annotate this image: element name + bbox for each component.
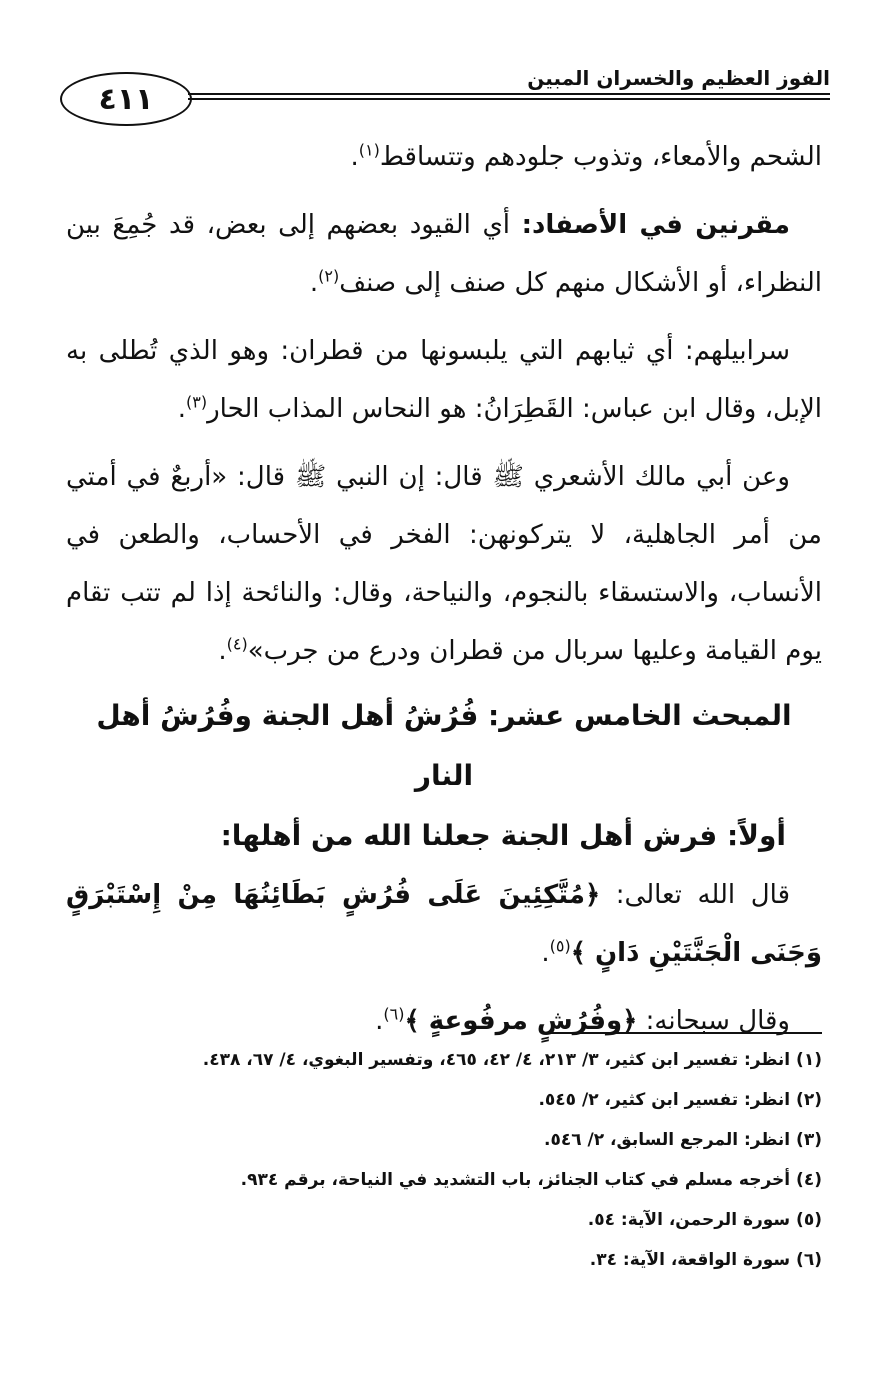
footnote-2: (٢) انظر: تفسير ابن كثير، ٢/ ٥٤٥. [538, 1090, 822, 1110]
paragraph-2: مقرنين في الأصفاد: أي القيود بعضهم إلى بعض، قد جُمِعَ بين النظراء، أو الأشكال منهم كل صنف إلى صنف$^{(٢)}$. [66, 210, 822, 298]
paragraph-text: وقال سبحانه: [637, 1006, 790, 1036]
section-heading: المبحث الخامس عشر: فُرُشُ أهل الجنة وفُرُشُ أهل النار [96, 699, 792, 792]
running-title: الفوز العظيم والخسران المبين [521, 66, 830, 90]
header-rule [188, 98, 830, 100]
footnote-ref[interactable]: (٣) [186, 392, 208, 412]
subsection-heading: أولاً: فرش أهل الجنة جعلنا الله من أهلها: [220, 819, 786, 852]
footnotes [66, 1040, 822, 1280]
paragraph-5: قال الله تعالى: ﴿مُتَّكِئِينَ عَلَى فُرُشٍ بَطَائِنُهَا مِنْ إِسْتَبْرَقٍ وَجَنَى الْجَنَّتَيْنِ دَانٍ ﴾$^{(٥)}$. [66, 880, 822, 968]
footnote-ref[interactable]: (٥) [549, 936, 571, 956]
footnote-ref[interactable]: (١) [358, 140, 380, 160]
hadith-text: وعن أبي مالك الأشعري ﷺ قال: إن النبي ﷺ قال: «أربعٌ في أمتي من أمر الجاهلية، لا يتركونهن: الفخر في الأحساب، والطعن في الأنساب، والاستسقاء بالنجوم، والنياحة، وقال: والنائحة إذا لم تتب تقام يوم القيامة وعليها سربال من قطران ودرع من جرب» [66, 462, 822, 666]
footnote-separator [550, 1032, 822, 1034]
footnote-5: (٥) سورة الرحمن، الآية: ٥٤. [587, 1210, 822, 1230]
paragraph-4: وعن أبي مالك الأشعري ﷺ قال: إن النبي ﷺ قال: «أربعٌ في أمتي من أمر الجاهلية، لا يتركونهن: الفخر في الأحساب، والطعن في الأنساب، والاستسقاء بالنجوم، والنياحة، وقال: والنائحة إذا لم تتب تقام يوم القيامة وعليها سربال من قطران ودرع من جرب»$^{(٤)}$. [66, 462, 822, 666]
footnote-4: (٤) أخرجه مسلم في كتاب الجنائز، باب التشديد في النياحة، برقم ٩٣٤. [240, 1170, 822, 1190]
quran-verse: ﴿مُتَّكِئِينَ عَلَى فُرُشٍ بَطَائِنُهَا مِنْ إِسْتَبْرَقٍ وَجَنَى الْجَنَّتَيْنِ دَانٍ ﴾ [66, 880, 822, 968]
footnote-ref[interactable]: (٤) [226, 634, 248, 654]
quran-verse: ﴿وفُرُشٍ مرفُوعةٍ ﴾ [404, 1006, 638, 1036]
term: سرابيلهم: [684, 336, 790, 366]
footnote-ref[interactable]: (٢) [318, 266, 340, 286]
footnote-6: (٦) سورة الواقعة، الآية: ٣٤. [589, 1250, 822, 1270]
paragraph-text: أي ثيابهم التي يلبسونها من قطران: وهو الذي تُطلى به الإبل، وقال ابن عباس: القَطِرَانُ: هو النحاس المذاب الحار [66, 336, 822, 424]
paragraph-text: أي القيود بعضهم إلى بعض، قد جُمِعَ بين النظراء، أو الأشكال منهم كل صنف إلى صنف [66, 210, 822, 298]
main-text [66, 128, 822, 1050]
page-header [60, 64, 830, 124]
header-rule [188, 93, 830, 95]
paragraph-6: وقال سبحانه: ﴿وفُرُشٍ مرفُوعةٍ ﴾$^{(٦)}$. [375, 1004, 790, 1036]
footnote-3: (٣) انظر: المرجع السابق، ٢/ ٥٤٦. [543, 1130, 822, 1150]
footnote-ref[interactable]: (٦) [383, 1004, 405, 1024]
term: مقرنين في الأصفاد: [521, 210, 790, 240]
page-number: ٤١١ [60, 72, 192, 126]
paragraph-3: سرابيلهم: أي ثيابهم التي يلبسونها من قطران: وهو الذي تُطلى به الإبل، وقال ابن عباس: القَطِرَانُ: هو النحاس المذاب الحار$^{(٣)}$. [66, 336, 822, 424]
paragraph-1: الشحم والأمعاء، وتذوب جلودهم وتتساقط$^{(١)}$. [350, 140, 822, 172]
footnote-1: (١) انظر: تفسير ابن كثير، ٣/ ٢١٣، ٤/ ٤٢، ٤٦٥، وتفسير البغوي، ٤/ ٦٧، ٤٣٨. [202, 1050, 822, 1070]
paragraph-text: الشحم والأمعاء، وتذوب جلودهم وتتساقط [379, 142, 822, 172]
paragraph-text: قال الله تعالى: [600, 880, 790, 910]
